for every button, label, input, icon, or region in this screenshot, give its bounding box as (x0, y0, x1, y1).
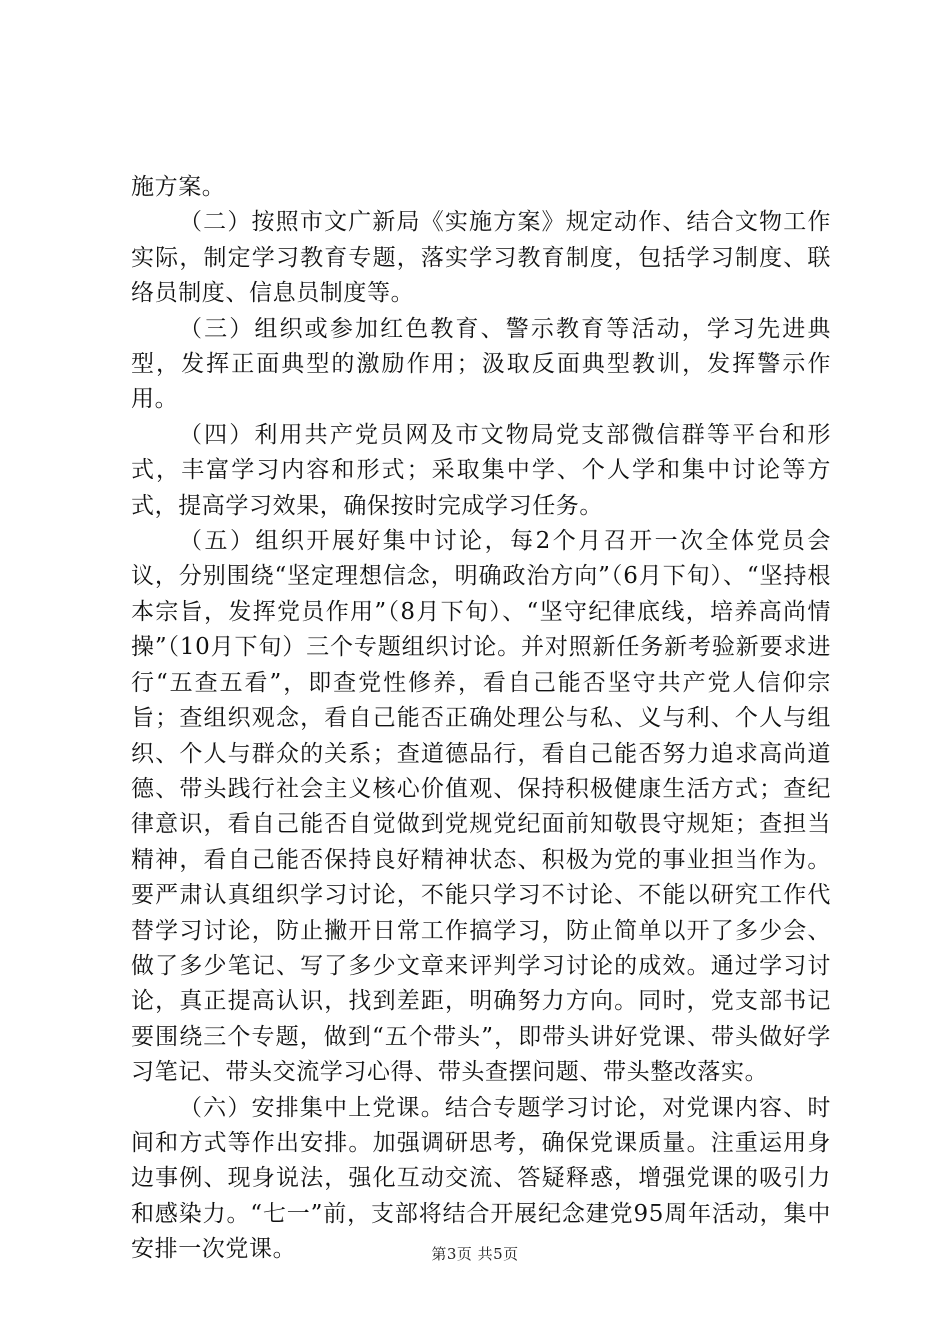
paragraph-continuation: 施方案。 (131, 174, 226, 200)
paragraph-item-6: （六）安排集中上党课。结合专题学习讨论，对党课内容、时间和方式等作出安排。加强调研思考，确保党课质量。注重运用身边事例、现身说法，强化互动交流、答疑释惑，增强党课的吸引力和感染力。“七一”前，支部将结合开展纪念建党95周年活动，集中安排一次党课。 (131, 1094, 831, 1263)
paragraph-item-3: （三）组织或参加红色教育、警示教育等活动，学习先进典型，发挥正面典型的激励作用；汲取反面典型教训，发挥警示作用。 (131, 315, 831, 413)
page-number-footer: 第3页 共5页 (431, 1245, 519, 1263)
document-body (131, 170, 831, 1268)
paragraph-item-4: （四）利用共产党员网及市文物局党支部微信群等平台和形式，丰富学习内容和形式；采取集中学、个人学和集中讨论等方式，提高学习效果，确保按时完成学习任务。 (131, 421, 831, 519)
paragraph-item-5: （五）组织开展好集中讨论，每2个月召开一次全体党员会议，分别围绕“坚定理想信念，明确政治方向”（6月下旬）、“坚持根本宗旨，发挥党员作用”（8月下旬）、“坚守纪律底线，培养高尚情操”（10月下旬）三个专题组织讨论。并对照新任务新考验新要求进行“五查五看”，即查党性修养，看自己能否坚守共产党人信仰宗旨；查组织观念，看自己能否正确处理公与私、义与利、个人与组织、个人与群众的关系；查道德品行，看自己能否努力追求高尚道德、带头践行社会主义核心价值观、保持积极健康生活方式；查纪律意识，看自己能否自觉做到党规党纪面前知敬畏守规矩；查担当精神，看自己能否保持良好精神状态、积极为党的事业担当作为。要严肃认真组织学习讨论，不能只学习不讨论、不能以研究工作代替学习讨论，防止撇开日常工作搞学习，防止简单以开了多少会、做了多少笔记、写了多少文章来评判学习讨论的成效。通过学习讨论，真正提高认识，找到差距，明确努力方向。同时，党支部书记要围绕三个专题，做到“五个带头”，即带头讲好党课、带头做好学习笔记、带头交流学习心得、带头查摆问题、带头整改落实。 (131, 528, 831, 1086)
paragraph-item-2: （二）按照市文广新局《实施方案》规定动作、结合文物工作实际，制定学习教育专题，落实学习教育制度，包括学习制度、联络员制度、信息员制度等。 (131, 209, 831, 307)
